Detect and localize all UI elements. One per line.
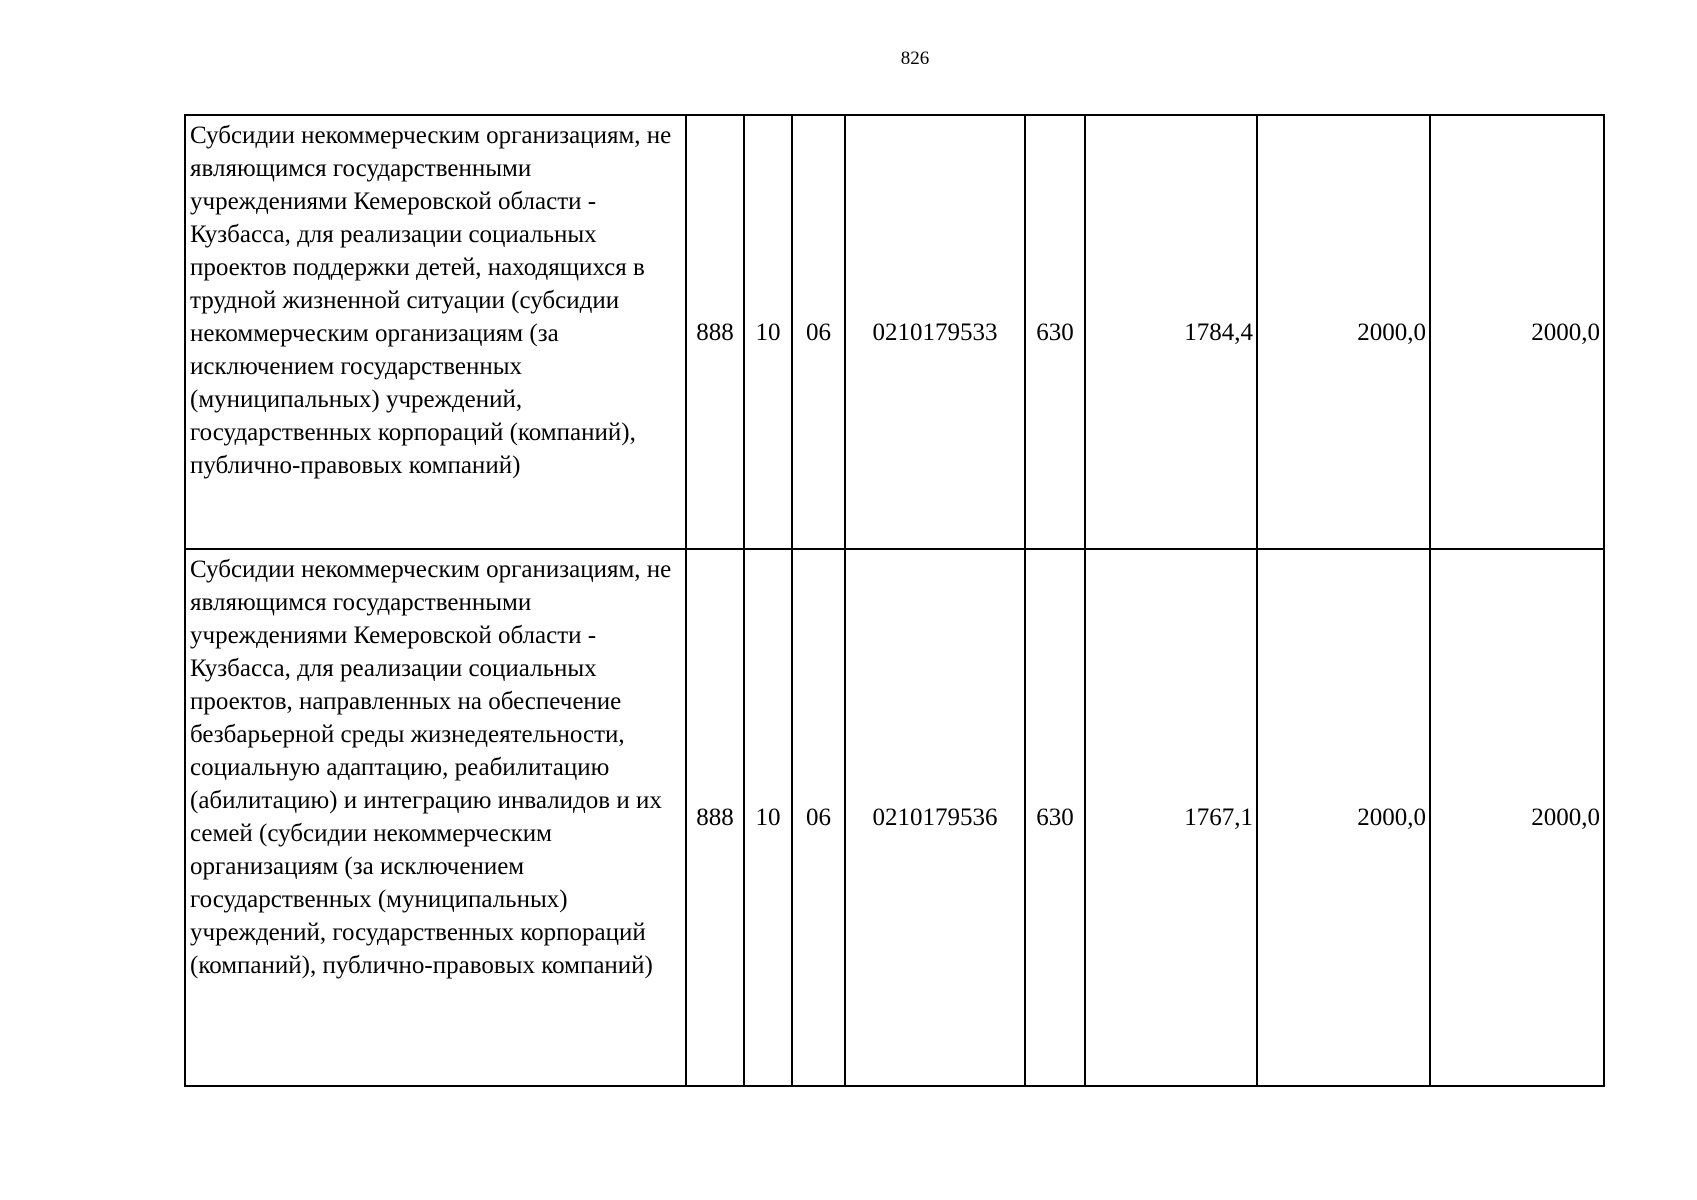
expense-type-code: 630 (1025, 115, 1085, 549)
amount-year-1: 1784,4 (1085, 115, 1257, 549)
ministry-code: 888 (686, 549, 744, 1086)
amount-year-3: 2000,0 (1430, 549, 1604, 1086)
budget-table (184, 114, 1605, 1087)
amount-year-2: 2000,0 (1257, 549, 1430, 1086)
row-description: Субсидии некоммерческим организациям, не являющимся государственными учреждениями Кемеровской области - Кузбасса, для реализации социальных проектов, направленных на обеспечение безбарьерной среды жизнедеятельности, социальную адаптацию, реабилитацию (абилитацию) и интеграцию инвалидов и их семей (субсидии некоммерческим организациям (за исключением государственных (муниципальных) учреждений, государственных корпораций (компаний), публично-правовых компаний) (185, 549, 686, 1086)
amount-year-2: 2000,0 (1257, 115, 1430, 549)
subsection-code: 06 (792, 549, 845, 1086)
target-article-code: 0210179533 (845, 115, 1025, 549)
page-number: 826 (900, 48, 930, 69)
amount-year-1: 1767,1 (1085, 549, 1257, 1086)
section-code: 10 (744, 115, 792, 549)
table-row (185, 115, 1604, 549)
target-article-code: 0210179536 (845, 549, 1025, 1086)
ministry-code: 888 (686, 115, 744, 549)
table-row (185, 549, 1604, 1086)
row-description: Субсидии некоммерческим организациям, не являющимся государственными учреждениями Кемеровской области - Кузбасса, для реализации социальных проектов поддержки детей, находящихся в трудной жизненной ситуации (субсидии некоммерческим организациям (за исключением государственных (муниципальных) учреждений, государственных корпораций (компаний), публично-правовых компаний) (185, 115, 686, 549)
amount-year-3: 2000,0 (1430, 115, 1604, 549)
expense-type-code: 630 (1025, 549, 1085, 1086)
subsection-code: 06 (792, 115, 845, 549)
section-code: 10 (744, 549, 792, 1086)
